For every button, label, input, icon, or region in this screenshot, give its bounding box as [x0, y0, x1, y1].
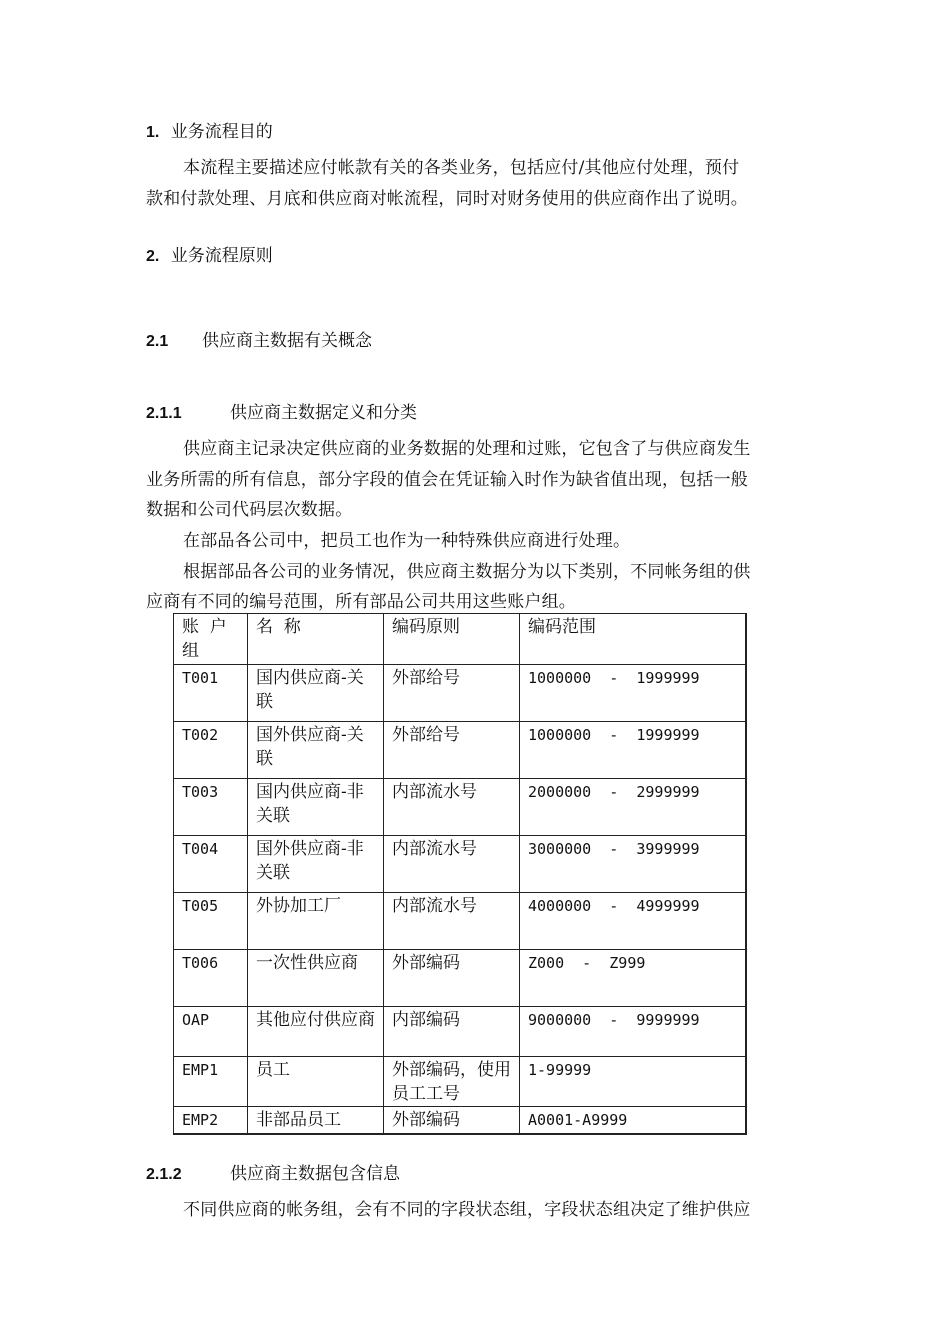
table-cell: Z000 - Z999 — [520, 950, 746, 1007]
header-cell: 编码原则 — [384, 614, 520, 665]
table-cell: OAP — [174, 1007, 248, 1057]
table-cell: 外部编码，使用员工工号 — [384, 1057, 520, 1107]
section-number: 2.1.1 — [146, 405, 182, 422]
table-cell: 2000000 - 2999999 — [520, 779, 746, 836]
table-cell: 3000000 - 3999999 — [520, 836, 746, 893]
paragraph-line: 不同供应商的帐务组，会有不同的字段状态组，字段状态组决定了维护供应 — [183, 1200, 751, 1220]
table-cell: T001 — [174, 665, 248, 722]
paragraph-line: 根据部品各公司的业务情况，供应商主数据分为以下类别，不同帐务组的供 — [183, 562, 751, 582]
section-2-1-2-heading — [146, 1162, 400, 1187]
table-row — [174, 779, 746, 836]
table-cell: 内部编码 — [384, 1007, 520, 1057]
table-cell: 国外供应商-非关联 — [248, 836, 384, 893]
table-cell: EMP2 — [174, 1107, 248, 1134]
table-cell: A0001-A9999 — [520, 1107, 746, 1134]
account-group-table — [173, 613, 747, 1135]
section-title: 供应商主数据有关概念 — [202, 331, 372, 351]
table-row — [174, 950, 746, 1007]
table-row — [174, 1057, 746, 1107]
table-cell: 外部给号 — [384, 722, 520, 779]
paragraph-line: 业务所需的所有信息，部分字段的值会在凭证输入时作为缺省值出现，包括一般 — [146, 470, 748, 490]
table-row — [174, 893, 746, 950]
section-number: 1. — [146, 124, 160, 141]
table-row — [174, 665, 746, 722]
table-row — [174, 722, 746, 779]
paragraph-line: 数据和公司代码层次数据。 — [146, 500, 353, 520]
table-cell: T003 — [174, 779, 248, 836]
table-cell: 1000000 - 1999999 — [520, 722, 746, 779]
header-cell: 账 户组 — [174, 614, 248, 665]
table-cell: 国外供应商-关联 — [248, 722, 384, 779]
table-cell: 外部给号 — [384, 665, 520, 722]
table-cell: 内部流水号 — [384, 893, 520, 950]
table-cell: EMP1 — [174, 1057, 248, 1107]
paragraph-line: 款和付款处理、月底和供应商对帐流程，同时对财务使用的供应商作出了说明。 — [146, 189, 748, 209]
table-cell: T005 — [174, 893, 248, 950]
section-2-1-heading — [146, 329, 372, 354]
paragraph-line: 供应商主记录决定供应商的业务数据的处理和过账，它包含了与供应商发生 — [183, 439, 751, 459]
table-cell: 国内供应商-关联 — [248, 665, 384, 722]
table-cell: 一次性供应商 — [248, 950, 384, 1007]
table-cell: T002 — [174, 722, 248, 779]
section-title: 供应商主数据定义和分类 — [230, 403, 417, 423]
section-number: 2.1 — [146, 333, 169, 350]
table-cell: T006 — [174, 950, 248, 1007]
section-title: 供应商主数据包含信息 — [230, 1164, 400, 1184]
section-2-heading — [146, 244, 273, 269]
table-cell: 1-99999 — [520, 1057, 746, 1107]
table-cell: 内部流水号 — [384, 779, 520, 836]
table-cell: 内部流水号 — [384, 836, 520, 893]
table-cell: 1000000 - 1999999 — [520, 665, 746, 722]
table-cell: 非部品员工 — [248, 1107, 384, 1134]
paragraph-line: 本流程主要描述应付帐款有关的各类业务，包括应付/其他应付处理，预付 — [183, 158, 740, 178]
table-cell: 9000000 - 9999999 — [520, 1007, 746, 1057]
table-cell: 外协加工厂 — [248, 893, 384, 950]
section-1-heading — [146, 120, 273, 145]
section-title: 业务流程目的 — [170, 122, 273, 142]
paragraph-line: 在部品各公司中，把员工也作为一种特殊供应商进行处理。 — [183, 531, 631, 551]
paragraph-line: 应商有不同的编号范围，所有部品公司共用这些账户组。 — [146, 592, 576, 612]
section-number: 2. — [146, 248, 160, 265]
table-cell: 外部编码 — [384, 1107, 520, 1134]
section-2-1-1-heading — [146, 401, 417, 426]
table-cell: 其他应付供应商 — [248, 1007, 384, 1057]
table-row — [174, 1107, 746, 1134]
table-cell: 外部编码 — [384, 950, 520, 1007]
table-row — [174, 1007, 746, 1057]
header-cell: 名 称 — [248, 614, 384, 665]
section-number: 2.1.2 — [146, 1166, 182, 1183]
section-title: 业务流程原则 — [170, 246, 273, 266]
table-cell: 国内供应商-非关联 — [248, 779, 384, 836]
table-header-row — [174, 614, 746, 665]
header-cell: 编码范围 — [520, 614, 746, 665]
table-cell: 员工 — [248, 1057, 384, 1107]
table-row — [174, 836, 746, 893]
table-cell: T004 — [174, 836, 248, 893]
table-cell: 4000000 - 4999999 — [520, 893, 746, 950]
